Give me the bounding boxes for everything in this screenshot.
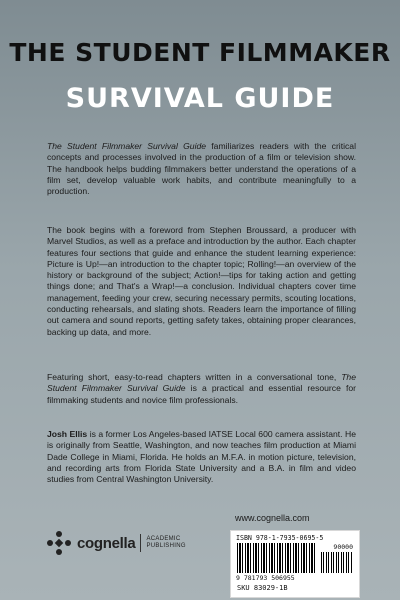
book-title-line-1: THE STUDENT FILMMAKER [9,38,391,67]
logo-divider [140,534,141,552]
price-code: 90000 [333,543,353,551]
book-title-italic: The Student Filmmaker Survival Guide [47,141,207,151]
isbn-barcode [230,530,360,598]
price-barcode-bars [321,552,353,573]
sku-text: SKU 83029-1B [237,584,288,592]
paragraph-3-start: Featuring short, easy-to-read chapters written in a conversational tone, [47,372,342,382]
publisher-subtitle-line-1: ACADEMIC [146,536,181,542]
publisher-logo [45,528,205,558]
publisher-subtitle-line-2: PUBLISHING [146,543,186,549]
publisher-website: www.cognella.com [235,513,310,523]
barcode-bars [237,543,315,573]
description-paragraph-3 [47,372,356,406]
cognella-logo-icon [45,529,73,557]
book-title-italic: The Student Filmmaker Survival Guide [47,372,356,394]
barcode-number: 9 781793 506955 [236,574,295,582]
publisher-name: cognella [77,534,136,552]
publisher-subtitle [146,536,185,550]
author-bio-text: is a former Los Angeles-based IATSE Local 600 camera assistant. He is originally from Seattle, Washington, and now teaches film production at Miami Dade College in Miami, Florida. He holds an M.F.A. in motion picture, television, and recording arts from Florida State University and a B.A. in film and video studies from Central Washington University. [47,429,357,485]
description-paragraph-1 [47,141,356,197]
author-bio [47,429,356,485]
paragraph-3-end: is a practical and essential resource for filmmaking students and novice film professionals. [47,383,356,405]
description-paragraph-2: The book begins with a foreword from Stephen Broussard, a producer with Marvel Studios, as well as a preface and introduction by the author. Each chapter features four sections that guide and enhance the student learning experience: Picture is Up!—an introduction to the chapter topic; Rolling!—an overview of the history or background of the subject; Action!—tips for taking action and getting things done; and That's a Wrap!—a conclusion. Individual chapters cover time management, feeding your crew, securing necessary permits, scouting locations, conducting rehearsals, and slating shots. Readers learn the importance of filling out camera and sound reports, getting safety takes, obtaining proper clearances, backing up data, and more. [47,225,356,337]
paragraph-1-text: familiarizes readers with the critical concepts and processes involved in the production of a film or television show. The handbook helps budding filmmakers better understand the operations of a film set, develop valuable work habits, and contribute meaningfully to a production. [47,141,356,197]
isbn-text: ISBN 978-1-7935-0695-5 [236,534,324,542]
book-title-line-2: SURVIVAL GUIDE [65,83,335,114]
author-name: Josh Ellis [47,429,88,439]
